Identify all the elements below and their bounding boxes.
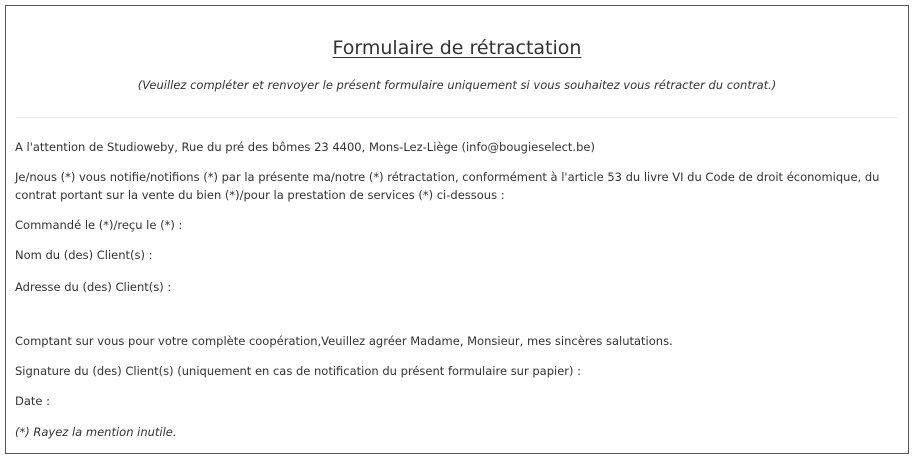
notification-text: Je/nous (*) vous notifie/notifions (*) par la présente ma/notre (*) rétractation, conformément à l'article 53 du livre VI du Code de droit économique, du contrat portant sur la vente du bien (*)/pour la prestation de services (*) ci-dessous : xyxy=(15,170,880,202)
footnote: (*) Rayez la mention inutile. xyxy=(15,425,177,439)
form-title: Formulaire de rétractation xyxy=(332,37,582,59)
recipient-address: A l'attention de Studioweby, Rue du pré des bômes 23 4400, Mons-Lez-Liège (info@bougieselect.be) xyxy=(15,140,595,154)
ordered-date-label: Commandé le (*)/reçu le (*) : xyxy=(15,218,183,232)
withdrawal-form xyxy=(5,5,909,454)
date-label: Date : xyxy=(15,394,51,408)
divider xyxy=(16,117,898,118)
client-address-label: Adresse du (des) Client(s) : xyxy=(15,280,172,294)
signature-label: Signature du (des) Client(s) (uniquement en cas de notification du présent formulaire sur papier) : xyxy=(15,364,582,378)
client-name-label: Nom du (des) Client(s) : xyxy=(15,248,153,262)
form-subtitle: (Veuillez compléter et renvoyer le présent formulaire uniquement si vous souhaitez vous rétracter du contrat.) xyxy=(137,78,777,92)
closing-text: Comptant sur vous pour votre complète coopération,Veuillez agréer Madame, Monsieur, mes sincères salutations. xyxy=(15,334,673,348)
